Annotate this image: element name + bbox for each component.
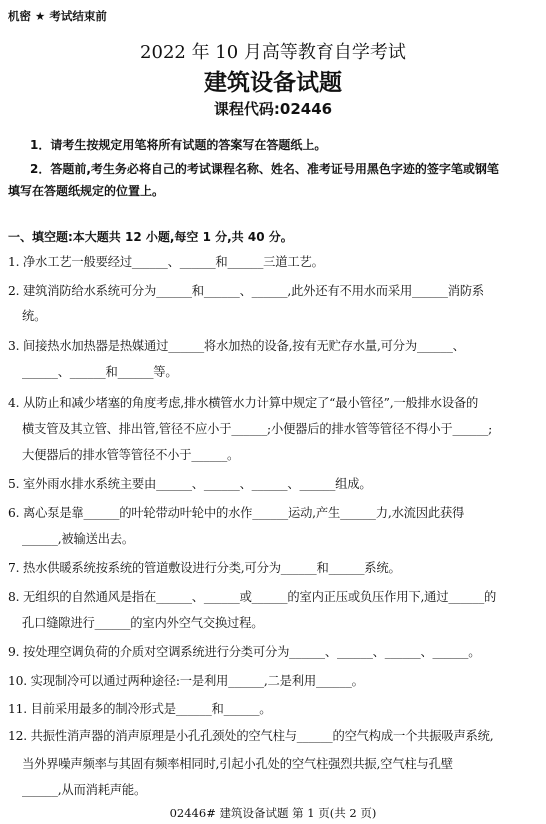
question-5: 5. 室外雨水排水系统主要由______、______、______、______组成。 bbox=[8, 477, 372, 491]
page-footer: 02446# 建筑设备试题 第 1 页(共 2 页) bbox=[169, 806, 377, 820]
question-3: 3. 间接热水加热器是热媒通过______将水加热的设备,按有无贮存水量,可分为______、 bbox=[8, 339, 465, 353]
question-8-cont: 孔口缝隙进行______的室内外空气交换过程。 bbox=[22, 616, 264, 630]
question-10: 10. 实现制冷可以通过两种途径:一是利用______,二是利用______。 bbox=[8, 674, 364, 688]
question-8: 8. 无组织的自然通风是指在______、______或______的室内正压或负压作用下,通过______的 bbox=[8, 590, 497, 604]
question-9: 9. 按处理空调负荷的介质对空调系统进行分类可分为______、______、______、______。 bbox=[8, 645, 481, 659]
note-1: 1．请考生按规定用笔将所有试题的答案写在答题纸上。 bbox=[30, 138, 327, 152]
question-6: 6. 离心泵是靠______的叶轮带动叶轮中的水作______运动,产生______力,水流因此获得 bbox=[8, 506, 465, 520]
confidential-label: 机密 ★ 考试结束前 bbox=[8, 9, 107, 23]
section-title: 一、填空题:本大题共 12 小题,每空 1 分,共 40 分。 bbox=[8, 230, 293, 244]
question-2-cont: 统。 bbox=[22, 309, 47, 323]
course-code: 课程代码:02446 bbox=[213, 100, 333, 118]
note-2: 2．答题前,考生务必将自己的考试课程名称、姓名、准考证号用黑色字迹的签字笔或钢笔 bbox=[30, 162, 499, 176]
question-7: 7. 热水供暖系统按系统的管道敷设进行分类,可分为______和______系统。 bbox=[8, 561, 401, 575]
question-1: 1. 净水工艺一般要经过______、______和______三道工艺。 bbox=[8, 255, 324, 269]
question-4: 4. 从防止和减少堵塞的角度考虑,排水横管水力计算中规定了“最小管径”,一般排水设备的 bbox=[8, 396, 479, 410]
question-4-cont-2: 大便器后的排水管等管径不小于______。 bbox=[22, 448, 240, 462]
note-2-cont: 填写在答题纸规定的位置上。 bbox=[8, 184, 165, 198]
subject-title: 建筑设备试题 bbox=[204, 70, 342, 96]
question-12-cont-2: ______,从而消耗声能。 bbox=[22, 783, 147, 797]
question-12-cont-1: 当外界噪声频率与其固有频率相同时,引起小孔处的空气柱强烈共振,空气柱与孔壁 bbox=[22, 757, 453, 771]
question-11: 11. 目前采用最多的制冷形式是______和______。 bbox=[8, 702, 272, 716]
question-6-cont: ______,被输送出去。 bbox=[22, 532, 134, 546]
question-2: 2. 建筑消防给水系统可分为______和______、______,此外还有不用水而采用______消防系 bbox=[8, 284, 485, 298]
question-12: 12. 共振性消声器的消声原理是小孔孔颈处的空气柱与______的空气构成一个共振吸声系统, bbox=[8, 729, 494, 743]
question-4-cont-1: 横支管及其立管、排出管,管径不应小于______;小便器后的排水管等管径不得小于______; bbox=[22, 422, 493, 436]
question-3-cont: ______、______和______等。 bbox=[22, 365, 178, 379]
exam-title: 2022 年 10 月高等教育自学考试 bbox=[140, 42, 406, 63]
